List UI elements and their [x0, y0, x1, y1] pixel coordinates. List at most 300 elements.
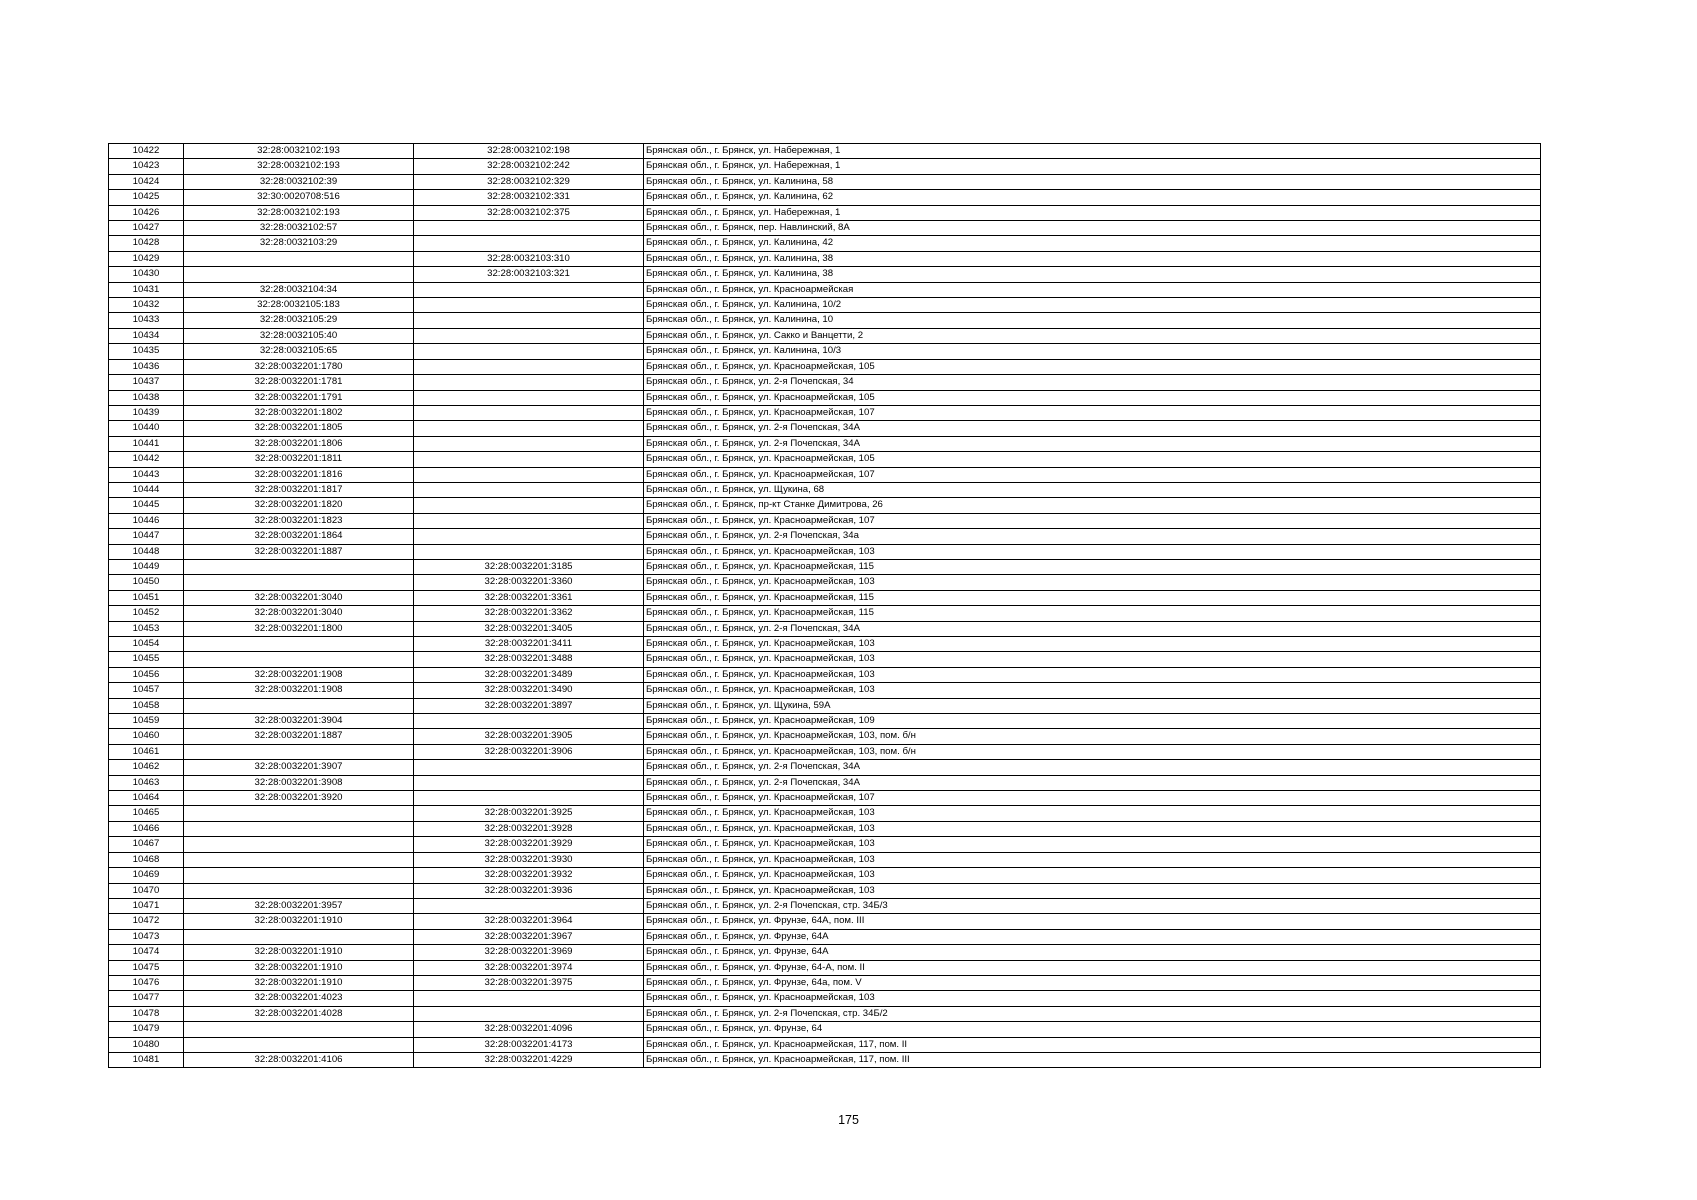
table-row [109, 1037, 1541, 1052]
table-row [109, 991, 1541, 1006]
address-cell: Брянская обл., г. Брянск, ул. Фрунзе, 64а, пом. V [644, 975, 1541, 990]
row-number-cell: 10432 [109, 298, 184, 313]
table-row [109, 1052, 1541, 1067]
address-cell: Брянская обл., г. Брянск, ул. Красноармейская, 103, пом. б/н [644, 729, 1541, 744]
land-cadastral-number-cell: 32:28:0032104:34 [184, 282, 414, 297]
table-row [109, 637, 1541, 652]
row-number-cell: 10435 [109, 344, 184, 359]
land-cadastral-number-cell: 32:28:0032201:3904 [184, 714, 414, 729]
building-cadastral-number-cell: 32:28:0032201:3964 [414, 914, 644, 929]
row-number-cell: 10468 [109, 852, 184, 867]
address-cell: Брянская обл., г. Брянск, пр-кт Станке Димитрова, 26 [644, 498, 1541, 513]
land-cadastral-number-cell: 32:28:0032201:1910 [184, 975, 414, 990]
address-cell: Брянская обл., г. Брянск, ул. 2-я Почепская, 34А [644, 621, 1541, 636]
land-cadastral-number-cell: 32:28:0032103:29 [184, 236, 414, 251]
building-cadastral-number-cell: 32:28:0032201:3906 [414, 744, 644, 759]
row-number-cell: 10425 [109, 190, 184, 205]
building-cadastral-number-cell [414, 498, 644, 513]
table-row [109, 159, 1541, 174]
address-cell: Брянская обл., г. Брянск, ул. Калинина, 42 [644, 236, 1541, 251]
row-number-cell: 10452 [109, 606, 184, 621]
registry-table [108, 143, 1541, 1068]
land-cadastral-number-cell: 32:28:0032201:1887 [184, 729, 414, 744]
table-row [109, 945, 1541, 960]
address-cell: Брянская обл., г. Брянск, ул. 2-я Почепская, 34А [644, 775, 1541, 790]
building-cadastral-number-cell: 32:28:0032201:4229 [414, 1052, 644, 1067]
table-row [109, 405, 1541, 420]
address-cell: Брянская обл., г. Брянск, ул. Калинина, 38 [644, 251, 1541, 266]
row-number-cell: 10440 [109, 421, 184, 436]
land-cadastral-number-cell: 32:28:0032201:1811 [184, 452, 414, 467]
table-row [109, 821, 1541, 836]
table-row [109, 975, 1541, 990]
address-cell: Брянская обл., г. Брянск, ул. Красноармейская, 103 [644, 991, 1541, 1006]
land-cadastral-number-cell: 32:28:0032201:1910 [184, 945, 414, 960]
address-cell: Брянская обл., г. Брянск, ул. Калинина, 10/3 [644, 344, 1541, 359]
land-cadastral-number-cell [184, 744, 414, 759]
land-cadastral-number-cell: 32:28:0032201:1780 [184, 359, 414, 374]
building-cadastral-number-cell: 32:28:0032201:3967 [414, 929, 644, 944]
address-cell: Брянская обл., г. Брянск, ул. Красноармейская, 107 [644, 405, 1541, 420]
table-row [109, 205, 1541, 220]
address-cell: Брянская обл., г. Брянск, ул. Красноармейская, 105 [644, 390, 1541, 405]
building-cadastral-number-cell [414, 236, 644, 251]
building-cadastral-number-cell: 32:28:0032201:3361 [414, 590, 644, 605]
address-cell: Брянская обл., г. Брянск, ул. Красноармейская, 115 [644, 606, 1541, 621]
land-cadastral-number-cell: 32:28:0032105:65 [184, 344, 414, 359]
address-cell: Брянская обл., г. Брянск, ул. Красноармейская, 103 [644, 637, 1541, 652]
address-cell: Брянская обл., г. Брянск, ул. Набережная, 1 [644, 144, 1541, 159]
land-cadastral-number-cell: 32:28:0032201:1910 [184, 914, 414, 929]
land-cadastral-number-cell [184, 868, 414, 883]
land-cadastral-number-cell [184, 652, 414, 667]
row-number-cell: 10443 [109, 467, 184, 482]
table-row [109, 282, 1541, 297]
building-cadastral-number-cell [414, 221, 644, 236]
address-cell: Брянская обл., г. Брянск, ул. Красноармейская, 103 [644, 806, 1541, 821]
table-row [109, 421, 1541, 436]
table-row [109, 251, 1541, 266]
land-cadastral-number-cell: 32:28:0032105:40 [184, 328, 414, 343]
building-cadastral-number-cell [414, 282, 644, 297]
land-cadastral-number-cell [184, 575, 414, 590]
building-cadastral-number-cell: 32:28:0032201:3185 [414, 559, 644, 574]
row-number-cell: 10444 [109, 482, 184, 497]
land-cadastral-number-cell: 32:28:0032201:1802 [184, 405, 414, 420]
row-number-cell: 10479 [109, 1022, 184, 1037]
building-cadastral-number-cell: 32:28:0032201:3362 [414, 606, 644, 621]
land-cadastral-number-cell: 32:28:0032201:3957 [184, 898, 414, 913]
row-number-cell: 10462 [109, 760, 184, 775]
table-row [109, 544, 1541, 559]
building-cadastral-number-cell: 32:28:0032201:3905 [414, 729, 644, 744]
table-row [109, 852, 1541, 867]
row-number-cell: 10434 [109, 328, 184, 343]
address-cell: Брянская обл., г. Брянск, ул. Калинина, 10/2 [644, 298, 1541, 313]
building-cadastral-number-cell: 32:28:0032201:3488 [414, 652, 644, 667]
building-cadastral-number-cell [414, 421, 644, 436]
table-row [109, 1006, 1541, 1021]
address-cell: Брянская обл., г. Брянск, ул. Калинина, 10 [644, 313, 1541, 328]
land-cadastral-number-cell: 32:28:0032102:193 [184, 159, 414, 174]
row-number-cell: 10475 [109, 960, 184, 975]
row-number-cell: 10480 [109, 1037, 184, 1052]
row-number-cell: 10433 [109, 313, 184, 328]
address-cell: Брянская обл., г. Брянск, ул. 2-я Почепская, 34а [644, 529, 1541, 544]
address-cell: Брянская обл., г. Брянск, ул. Красноармейская, 103 [644, 821, 1541, 836]
land-cadastral-number-cell: 32:28:0032201:1820 [184, 498, 414, 513]
address-cell: Брянская обл., г. Брянск, ул. 2-я Почепская, 34А [644, 760, 1541, 775]
building-cadastral-number-cell [414, 344, 644, 359]
table-row [109, 267, 1541, 282]
table-row [109, 144, 1541, 159]
land-cadastral-number-cell [184, 251, 414, 266]
address-cell: Брянская обл., г. Брянск, ул. Красноармейская, 117, пом. III [644, 1052, 1541, 1067]
address-cell: Брянская обл., г. Брянск, ул. Фрунзе, 64-А, пом. II [644, 960, 1541, 975]
building-cadastral-number-cell: 32:28:0032201:3975 [414, 975, 644, 990]
building-cadastral-number-cell: 32:28:0032201:3925 [414, 806, 644, 821]
row-number-cell: 10438 [109, 390, 184, 405]
table-row [109, 328, 1541, 343]
row-number-cell: 10477 [109, 991, 184, 1006]
address-cell: Брянская обл., г. Брянск, ул. Фрунзе, 64А, пом. III [644, 914, 1541, 929]
land-cadastral-number-cell [184, 883, 414, 898]
building-cadastral-number-cell [414, 775, 644, 790]
land-cadastral-number-cell: 32:30:0020708:516 [184, 190, 414, 205]
table-row [109, 652, 1541, 667]
table-row [109, 482, 1541, 497]
address-cell: Брянская обл., г. Брянск, ул. Красноармейская, 103 [644, 883, 1541, 898]
row-number-cell: 10459 [109, 714, 184, 729]
table-row [109, 868, 1541, 883]
table-row [109, 1022, 1541, 1037]
row-number-cell: 10447 [109, 529, 184, 544]
land-cadastral-number-cell: 32:28:0032201:4106 [184, 1052, 414, 1067]
building-cadastral-number-cell [414, 359, 644, 374]
table-row [109, 298, 1541, 313]
land-cadastral-number-cell: 32:28:0032201:1816 [184, 467, 414, 482]
land-cadastral-number-cell: 32:28:0032105:29 [184, 313, 414, 328]
land-cadastral-number-cell: 32:28:0032201:1864 [184, 529, 414, 544]
table-row [109, 190, 1541, 205]
building-cadastral-number-cell [414, 390, 644, 405]
table-row [109, 806, 1541, 821]
building-cadastral-number-cell [414, 375, 644, 390]
table-row [109, 174, 1541, 189]
row-number-cell: 10448 [109, 544, 184, 559]
address-cell: Брянская обл., г. Брянск, ул. Красноармейская, 103 [644, 837, 1541, 852]
building-cadastral-number-cell: 32:28:0032201:4173 [414, 1037, 644, 1052]
building-cadastral-number-cell: 32:28:0032201:3405 [414, 621, 644, 636]
row-number-cell: 10450 [109, 575, 184, 590]
address-cell: Брянская обл., г. Брянск, ул. 2-я Почепская, стр. 34Б/3 [644, 898, 1541, 913]
building-cadastral-number-cell [414, 482, 644, 497]
table-row [109, 621, 1541, 636]
row-number-cell: 10428 [109, 236, 184, 251]
building-cadastral-number-cell [414, 405, 644, 420]
table-row [109, 344, 1541, 359]
land-cadastral-number-cell: 32:28:0032201:1908 [184, 683, 414, 698]
table-row [109, 436, 1541, 451]
row-number-cell: 10471 [109, 898, 184, 913]
land-cadastral-number-cell [184, 929, 414, 944]
table-row [109, 960, 1541, 975]
building-cadastral-number-cell [414, 760, 644, 775]
land-cadastral-number-cell [184, 806, 414, 821]
row-number-cell: 10430 [109, 267, 184, 282]
table-row [109, 236, 1541, 251]
land-cadastral-number-cell: 32:28:0032201:1823 [184, 513, 414, 528]
address-cell: Брянская обл., г. Брянск, ул. Красноармейская, 105 [644, 452, 1541, 467]
land-cadastral-number-cell [184, 837, 414, 852]
registry-table-container [108, 143, 1540, 1068]
address-cell: Брянская обл., г. Брянск, ул. Калинина, 58 [644, 174, 1541, 189]
building-cadastral-number-cell: 32:28:0032201:3936 [414, 883, 644, 898]
row-number-cell: 10442 [109, 452, 184, 467]
building-cadastral-number-cell: 32:28:0032201:3411 [414, 637, 644, 652]
building-cadastral-number-cell [414, 714, 644, 729]
building-cadastral-number-cell: 32:28:0032103:310 [414, 251, 644, 266]
building-cadastral-number-cell: 32:28:0032103:321 [414, 267, 644, 282]
land-cadastral-number-cell: 32:28:0032201:1908 [184, 667, 414, 682]
table-row [109, 498, 1541, 513]
building-cadastral-number-cell: 32:28:0032102:331 [414, 190, 644, 205]
table-row [109, 698, 1541, 713]
row-number-cell: 10436 [109, 359, 184, 374]
row-number-cell: 10453 [109, 621, 184, 636]
address-cell: Брянская обл., г. Брянск, ул. Красноармейская, 109 [644, 714, 1541, 729]
building-cadastral-number-cell [414, 513, 644, 528]
row-number-cell: 10422 [109, 144, 184, 159]
land-cadastral-number-cell: 32:28:0032105:183 [184, 298, 414, 313]
building-cadastral-number-cell [414, 544, 644, 559]
address-cell: Брянская обл., г. Брянск, ул. Красноармейская, 103 [644, 683, 1541, 698]
land-cadastral-number-cell: 32:28:0032201:4028 [184, 1006, 414, 1021]
address-cell: Брянская обл., г. Брянск, ул. Красноармейская, 115 [644, 590, 1541, 605]
row-number-cell: 10456 [109, 667, 184, 682]
land-cadastral-number-cell: 32:28:0032201:1800 [184, 621, 414, 636]
land-cadastral-number-cell [184, 1037, 414, 1052]
table-row [109, 359, 1541, 374]
address-cell: Брянская обл., г. Брянск, ул. Щукина, 68 [644, 482, 1541, 497]
row-number-cell: 10466 [109, 821, 184, 836]
building-cadastral-number-cell [414, 298, 644, 313]
building-cadastral-number-cell: 32:28:0032201:3490 [414, 683, 644, 698]
row-number-cell: 10431 [109, 282, 184, 297]
address-cell: Брянская обл., г. Брянск, ул. Щукина, 59А [644, 698, 1541, 713]
building-cadastral-number-cell [414, 313, 644, 328]
table-row [109, 390, 1541, 405]
table-row [109, 883, 1541, 898]
table-row [109, 775, 1541, 790]
land-cadastral-number-cell: 32:28:0032102:193 [184, 144, 414, 159]
table-row [109, 667, 1541, 682]
building-cadastral-number-cell: 32:28:0032201:3360 [414, 575, 644, 590]
land-cadastral-number-cell: 32:28:0032102:193 [184, 205, 414, 220]
address-cell: Брянская обл., г. Брянск, ул. Набережная, 1 [644, 159, 1541, 174]
building-cadastral-number-cell [414, 791, 644, 806]
row-number-cell: 10473 [109, 929, 184, 944]
land-cadastral-number-cell: 32:28:0032201:3908 [184, 775, 414, 790]
address-cell: Брянская обл., г. Брянск, ул. Красноармейская, 103 [644, 544, 1541, 559]
address-cell: Брянская обл., г. Брянск, ул. Красноармейская, 115 [644, 559, 1541, 574]
registry-table-body [109, 144, 1541, 1068]
table-row [109, 529, 1541, 544]
building-cadastral-number-cell: 32:28:0032201:3928 [414, 821, 644, 836]
address-cell: Брянская обл., г. Брянск, ул. 2-я Почепская, 34А [644, 436, 1541, 451]
land-cadastral-number-cell [184, 559, 414, 574]
row-number-cell: 10451 [109, 590, 184, 605]
address-cell: Брянская обл., г. Брянск, ул. Красноармейская, 107 [644, 513, 1541, 528]
address-cell: Брянская обл., г. Брянск, ул. Красноармейская, 103 [644, 852, 1541, 867]
row-number-cell: 10463 [109, 775, 184, 790]
address-cell: Брянская обл., г. Брянск, пер. Навлинский, 8А [644, 221, 1541, 236]
row-number-cell: 10449 [109, 559, 184, 574]
land-cadastral-number-cell: 32:28:0032201:3907 [184, 760, 414, 775]
row-number-cell: 10437 [109, 375, 184, 390]
address-cell: Брянская обл., г. Брянск, ул. Красноармейская, 117, пом. II [644, 1037, 1541, 1052]
land-cadastral-number-cell: 32:28:0032201:4023 [184, 991, 414, 1006]
building-cadastral-number-cell [414, 467, 644, 482]
land-cadastral-number-cell: 32:28:0032201:1910 [184, 960, 414, 975]
building-cadastral-number-cell [414, 991, 644, 1006]
row-number-cell: 10481 [109, 1052, 184, 1067]
table-row [109, 313, 1541, 328]
building-cadastral-number-cell: 32:28:0032102:375 [414, 205, 644, 220]
row-number-cell: 10476 [109, 975, 184, 990]
row-number-cell: 10423 [109, 159, 184, 174]
land-cadastral-number-cell: 32:28:0032201:3920 [184, 791, 414, 806]
table-row [109, 575, 1541, 590]
building-cadastral-number-cell: 32:28:0032201:3969 [414, 945, 644, 960]
row-number-cell: 10460 [109, 729, 184, 744]
address-cell: Брянская обл., г. Брянск, ул. Набережная, 1 [644, 205, 1541, 220]
building-cadastral-number-cell [414, 436, 644, 451]
row-number-cell: 10429 [109, 251, 184, 266]
address-cell: Брянская обл., г. Брянск, ул. Калинина, 62 [644, 190, 1541, 205]
table-row [109, 898, 1541, 913]
land-cadastral-number-cell: 32:28:0032201:1887 [184, 544, 414, 559]
row-number-cell: 10445 [109, 498, 184, 513]
land-cadastral-number-cell: 32:28:0032201:1791 [184, 390, 414, 405]
land-cadastral-number-cell [184, 267, 414, 282]
land-cadastral-number-cell: 32:28:0032201:3040 [184, 606, 414, 621]
building-cadastral-number-cell [414, 452, 644, 467]
table-row [109, 375, 1541, 390]
building-cadastral-number-cell: 32:28:0032201:3489 [414, 667, 644, 682]
land-cadastral-number-cell: 32:28:0032201:1805 [184, 421, 414, 436]
address-cell: Брянская обл., г. Брянск, ул. Красноармейская, 103, пом. б/н [644, 744, 1541, 759]
address-cell: Брянская обл., г. Брянск, ул. Красноармейская, 107 [644, 791, 1541, 806]
land-cadastral-number-cell: 32:28:0032201:1806 [184, 436, 414, 451]
land-cadastral-number-cell [184, 1022, 414, 1037]
building-cadastral-number-cell: 32:28:0032102:198 [414, 144, 644, 159]
address-cell: Брянская обл., г. Брянск, ул. Сакко и Ванцетти, 2 [644, 328, 1541, 343]
table-row [109, 729, 1541, 744]
row-number-cell: 10474 [109, 945, 184, 960]
building-cadastral-number-cell: 32:28:0032201:3932 [414, 868, 644, 883]
table-row [109, 452, 1541, 467]
address-cell: Брянская обл., г. Брянск, ул. Красноармейская, 103 [644, 667, 1541, 682]
building-cadastral-number-cell [414, 328, 644, 343]
building-cadastral-number-cell [414, 529, 644, 544]
table-row [109, 714, 1541, 729]
table-row [109, 590, 1541, 605]
land-cadastral-number-cell: 32:28:0032102:39 [184, 174, 414, 189]
row-number-cell: 10446 [109, 513, 184, 528]
row-number-cell: 10427 [109, 221, 184, 236]
address-cell: Брянская обл., г. Брянск, ул. Красноармейская, 107 [644, 467, 1541, 482]
land-cadastral-number-cell [184, 852, 414, 867]
table-row [109, 683, 1541, 698]
table-row [109, 513, 1541, 528]
land-cadastral-number-cell: 32:28:0032201:1781 [184, 375, 414, 390]
address-cell: Брянская обл., г. Брянск, ул. Фрунзе, 64А [644, 945, 1541, 960]
address-cell: Брянская обл., г. Брянск, ул. Красноармейская [644, 282, 1541, 297]
row-number-cell: 10469 [109, 868, 184, 883]
land-cadastral-number-cell [184, 821, 414, 836]
building-cadastral-number-cell: 32:28:0032201:3929 [414, 837, 644, 852]
table-row [109, 559, 1541, 574]
row-number-cell: 10455 [109, 652, 184, 667]
address-cell: Брянская обл., г. Брянск, ул. Калинина, 38 [644, 267, 1541, 282]
row-number-cell: 10454 [109, 637, 184, 652]
row-number-cell: 10478 [109, 1006, 184, 1021]
address-cell: Брянская обл., г. Брянск, ул. Красноармейская, 103 [644, 652, 1541, 667]
land-cadastral-number-cell [184, 637, 414, 652]
row-number-cell: 10424 [109, 174, 184, 189]
row-number-cell: 10472 [109, 914, 184, 929]
row-number-cell: 10439 [109, 405, 184, 420]
building-cadastral-number-cell [414, 898, 644, 913]
building-cadastral-number-cell [414, 1006, 644, 1021]
address-cell: Брянская обл., г. Брянск, ул. Красноармейская, 105 [644, 359, 1541, 374]
land-cadastral-number-cell: 32:28:0032201:1817 [184, 482, 414, 497]
land-cadastral-number-cell: 32:28:0032201:3040 [184, 590, 414, 605]
table-row [109, 791, 1541, 806]
row-number-cell: 10426 [109, 205, 184, 220]
land-cadastral-number-cell [184, 698, 414, 713]
row-number-cell: 10467 [109, 837, 184, 852]
table-row [109, 467, 1541, 482]
building-cadastral-number-cell: 32:28:0032102:329 [414, 174, 644, 189]
address-cell: Брянская обл., г. Брянск, ул. Красноармейская, 103 [644, 868, 1541, 883]
land-cadastral-number-cell: 32:28:0032102:57 [184, 221, 414, 236]
row-number-cell: 10441 [109, 436, 184, 451]
row-number-cell: 10464 [109, 791, 184, 806]
row-number-cell: 10457 [109, 683, 184, 698]
address-cell: Брянская обл., г. Брянск, ул. Фрунзе, 64 [644, 1022, 1541, 1037]
table-row [109, 760, 1541, 775]
table-row [109, 744, 1541, 759]
building-cadastral-number-cell: 32:28:0032201:3930 [414, 852, 644, 867]
address-cell: Брянская обл., г. Брянск, ул. Красноармейская, 103 [644, 575, 1541, 590]
address-cell: Брянская обл., г. Брянск, ул. 2-я Почепская, 34А [644, 421, 1541, 436]
building-cadastral-number-cell: 32:28:0032201:3897 [414, 698, 644, 713]
row-number-cell: 10465 [109, 806, 184, 821]
page-number: 175 [838, 1113, 859, 1127]
building-cadastral-number-cell: 32:28:0032102:242 [414, 159, 644, 174]
table-row [109, 837, 1541, 852]
table-row [109, 929, 1541, 944]
table-row [109, 606, 1541, 621]
row-number-cell: 10470 [109, 883, 184, 898]
building-cadastral-number-cell: 32:28:0032201:3974 [414, 960, 644, 975]
address-cell: Брянская обл., г. Брянск, ул. 2-я Почепская, стр. 34Б/2 [644, 1006, 1541, 1021]
address-cell: Брянская обл., г. Брянск, ул. Фрунзе, 64А [644, 929, 1541, 944]
table-row [109, 221, 1541, 236]
address-cell: Брянская обл., г. Брянск, ул. 2-я Почепская, 34 [644, 375, 1541, 390]
